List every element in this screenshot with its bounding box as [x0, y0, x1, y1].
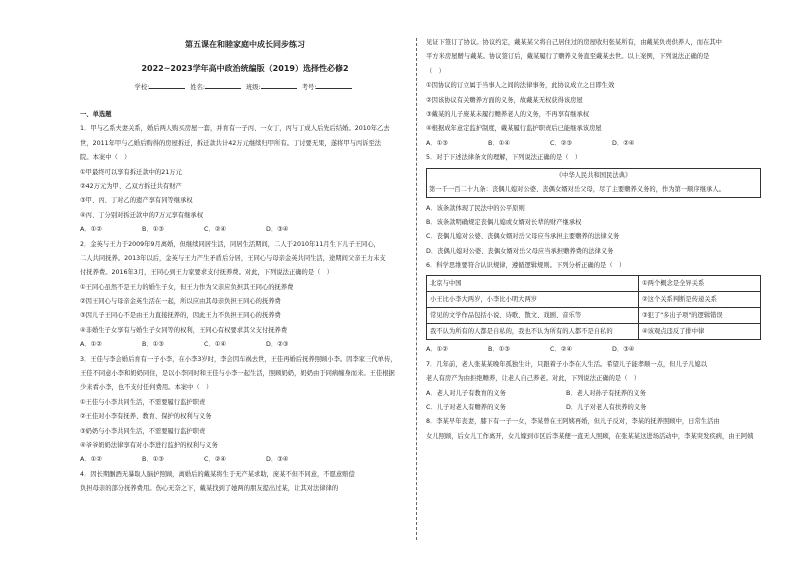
- answer-option[interactable]: B．①③: [142, 341, 164, 349]
- logic-table-cell: 常见的文学作品包括小说、诗歌、散文、戏剧、音乐等: [427, 308, 639, 324]
- class-label: 班级:: [246, 84, 261, 91]
- right-column: [426, 0, 761, 562]
- law-quote-title: 《中华人民共和国民法典》: [555, 171, 632, 179]
- text-line: 1．甲与乙系夫妻关系，婚后两人购买房屋一套，并育有一子丙、一女丁，丙与丁成人后先后结婚。2010年乙去: [80, 125, 390, 133]
- answer-option[interactable]: A．①②: [426, 346, 448, 354]
- text-line: ①甲最终可以享有拆迁款中的21万元: [80, 168, 182, 176]
- text-line: 少来看小李，也不支付任何费用。本案中（ ）: [80, 384, 213, 392]
- text-line: 5．对于下述法律条文的理解，下列说法正确的是（ ）: [426, 154, 582, 162]
- answer-option[interactable]: B．老人对孙子有抚养的义务: [566, 389, 646, 397]
- law-quote-body: 第一千一百二十九条：丧偶儿媳对公婆、丧偶女婿对岳父母，尽了主要赡养义务的，作为第一顺序继承人。: [429, 185, 725, 193]
- answer-options: [426, 401, 761, 415]
- law-quote-box: [426, 168, 761, 198]
- text-line: 平方米房屋赠与戴某。协议签订后，戴某履行了赡养义务直至戴某去世。以上案例，下列说法正确的是: [426, 53, 710, 61]
- exam-number-blank[interactable]: [316, 81, 352, 89]
- left-question-flow: [80, 108, 410, 497]
- class-blank[interactable]: [261, 81, 297, 89]
- text-line: ④非婚生子女享有与婚生子女同等的权利，王同心有权要求其父支付抚养费: [80, 326, 288, 334]
- right-question-flow: [426, 36, 761, 444]
- logic-table: [426, 275, 761, 340]
- answer-option[interactable]: B．①③: [142, 456, 164, 464]
- text-line: ③戴某的儿子庞某未履行赡养老人的义务，不再享有继承权: [426, 110, 590, 118]
- answer-option[interactable]: D．②④: [612, 139, 635, 147]
- left-column: [80, 0, 410, 562]
- answer-option[interactable]: A．①③: [426, 139, 448, 147]
- logic-table-cell: 小王比小李大两岁，小李比小明大两岁: [427, 292, 639, 308]
- answer-option[interactable]: C．①④: [204, 341, 226, 349]
- answer-option[interactable]: B．①④: [488, 139, 510, 147]
- answer-option[interactable]: D．②③: [266, 341, 289, 349]
- section-heading: 一、单选题: [80, 111, 112, 118]
- text-line: ③因儿子王同心不是由王力直接抚养的，因此王力不负担王同心的抚养费: [80, 312, 281, 320]
- text-line: ②王佳对小李有抚养、教育、保护的权利与义务: [80, 413, 212, 421]
- text-line: ①王佳与小李共同生活，不需要履行监护职责: [80, 398, 206, 406]
- column-divider: [416, 38, 417, 540]
- text-line: 8．李某早年丧妻，膝下有一子一女，李某曾在王阿姨再婚，但儿子反对，李某的抚养照顾中，日常生活由: [426, 418, 720, 426]
- answer-option[interactable]: C．②④: [204, 456, 226, 464]
- school-label: 学校:: [134, 84, 150, 91]
- text-line: 2．金英与王力于2009年9月离婚，但继续同居生活，同居生活期间，二人于2010年11月生下儿子王同心，: [80, 240, 380, 248]
- answer-option[interactable]: D．儿子对老人有扶养的义务: [566, 404, 647, 412]
- name-blank[interactable]: [205, 81, 241, 89]
- text-line: B．该条款明确规定丧偶儿媳或女婿对长辈的财产继承权: [426, 218, 582, 226]
- text-line: ②因王同心与母亲金英生活在一起，所以应由其母亲负担王同心的抚养费: [80, 298, 281, 306]
- answer-option[interactable]: A．①②: [80, 341, 102, 349]
- text-line: 院。本案中（ ）: [80, 154, 131, 162]
- text-line: ①王同心虽然不是王力的婚生子女，但王力作为父亲应负担其王同心的抚养费: [80, 283, 294, 291]
- text-line: ③奶奶与小李共同生活，不需要履行监护职责: [80, 427, 206, 435]
- answer-options: [426, 343, 761, 357]
- text-line: 负担母亲的部分抚养费用。伤心无奈之下，戴某找到了她两的朋友提出过某，让其对法律律的: [80, 485, 339, 493]
- text-line: ①因协议的订立属于当事人之间的法律事务，此协议成立之日即生效: [426, 82, 615, 90]
- answer-option[interactable]: A．老人对儿子有教育的义务: [426, 389, 506, 397]
- answer-options: [80, 338, 410, 352]
- text-line: D．丧偶儿媳对公婆、丧偶女婿对岳父母应当承担赡养费的法律义务: [426, 247, 614, 255]
- school-blank[interactable]: [149, 81, 185, 89]
- text-line: C．丧偶儿媳对公婆、丧偶女婿对岳父母应当承担主要赡养的法律义务: [426, 233, 620, 241]
- text-line: 见证下签订了协议。协议约定，戴某某父将自己居住过的房屋收归张某所有，由戴某负责供养人，而在其中: [426, 39, 722, 46]
- page-title: 第五课在和睦家庭中成长同步练习: [185, 40, 305, 49]
- student-info-line: [80, 81, 410, 95]
- text-line: 6．科学思维要符合认识规律，遵循逻辑规则。下列分析正确的是（ ）: [426, 262, 626, 270]
- answer-option[interactable]: D．③④: [612, 346, 635, 354]
- text-line: 二人共同抚养。2013年以后，金英与王力产生矛盾后分居，王同心与母亲金英共同生活，途期间父亲王力未支: [80, 254, 386, 262]
- text-line: ②因该协议有关赡养方面的义务，故戴某无权获得该房屋: [426, 96, 583, 104]
- logic-table-cell: 我不认为所有的人都是自私的，我也不认为所有的人都不是自私的: [427, 324, 639, 340]
- answer-option[interactable]: A．①②: [80, 226, 102, 234]
- answer-option[interactable]: A．①②: [80, 456, 102, 464]
- text-line: 女儿照顾，后女儿工作离开，女儿嫁到市区后李某便一直无人照顾，在张某某这进场活动中，李某突发疾病，由王阿姨: [426, 432, 754, 440]
- answer-option[interactable]: C．儿子对老人有赡养的义务: [426, 404, 506, 412]
- answer-options: [80, 453, 410, 467]
- logic-table-cell: ①两个概念是全异关系: [639, 276, 761, 292]
- text-line: ④丙、丁分别对拆迁款中的7万元享有继承权: [80, 211, 203, 219]
- name-label: 姓名:: [190, 84, 205, 91]
- answer-option[interactable]: D．③④: [266, 226, 289, 234]
- answer-options: [426, 137, 761, 151]
- exam-number-label: 考号:: [301, 84, 317, 91]
- answer-option[interactable]: D．③④: [266, 456, 289, 464]
- logic-table-row: [427, 276, 761, 292]
- logic-table-row: [427, 324, 761, 340]
- text-line: ④爷爷奶奶法律享有对小李进行监护的权利与义务: [80, 441, 218, 449]
- answer-option[interactable]: B．①③: [488, 346, 510, 354]
- text-line: 3．王佳与李会婚后育有一子小李，在小李3岁时，李会因车祸去世，王佳再婚后抚养照顾小李。因李家三代单传，: [80, 355, 397, 363]
- answer-option[interactable]: C．②④: [204, 226, 226, 234]
- logic-table-cell: 北京与中国: [427, 276, 639, 292]
- text-line: ④根据成年意定监护制度，戴某履行监护职责后已能继承该房屋: [426, 125, 602, 133]
- text-line: 7．几年前，老人张某某晚年孤独生计，只跟着子小李在人生活。希望儿子能孝顺一点，但儿子儿媳以: [426, 360, 708, 368]
- text-line: 老人有房产为由拒绝赡养，让老人自己养老。对此，下列说法正确的是（ ）: [426, 375, 641, 383]
- answer-options: [80, 223, 410, 237]
- answer-option[interactable]: C．②④: [550, 346, 572, 354]
- answer-option[interactable]: C．②③: [550, 139, 572, 147]
- text-line: 付抚养费。2016年3月，王同心到王力家要求支付抚养费。对此，下列说法正确的是（ ）: [80, 269, 334, 277]
- text-line: （ ）: [426, 67, 445, 75]
- logic-table-cell: ②这个关系判断是传递关系: [639, 292, 761, 308]
- answer-options: [426, 387, 761, 401]
- logic-table-cell: ③犯了"多出子项"的逻辑错误: [639, 308, 761, 324]
- answer-option[interactable]: B．①③: [142, 226, 164, 234]
- page-subtitle: 2022~2023学年高中政治统编版（2019）选择性必修2: [141, 64, 349, 73]
- text-line: ③甲、丙、丁对乙的遗产享有同等继承权: [80, 197, 193, 205]
- text-line: ②42万元为甲、乙双方拆迁共有财产: [80, 182, 182, 190]
- logic-table-row: [427, 292, 761, 308]
- text-line: 王佳不同意小李和奶奶同住，是以小李同时和王佳与小李一起生活，照顾奶奶，奶奶由于同病缠身而来。王佳根据: [80, 370, 395, 378]
- text-line: 世，2011年甲与乙婚后购得的房屋拆迁，拆迁款共计42万元继续归甲所有。丁讨要无果，遂将甲与丙诉至法: [80, 139, 382, 147]
- text-line: 4．因长期酗酒无暴取人脑护照顾，离婚后的戴某将生于无产某求助，庞某不但不同意，不愿意赔偿: [80, 470, 355, 478]
- logic-table-row: [427, 308, 761, 324]
- text-line: A．该条款体现了民法中的公平原则: [426, 204, 525, 212]
- logic-table-cell: ④该观点违反了排中律: [639, 324, 761, 340]
